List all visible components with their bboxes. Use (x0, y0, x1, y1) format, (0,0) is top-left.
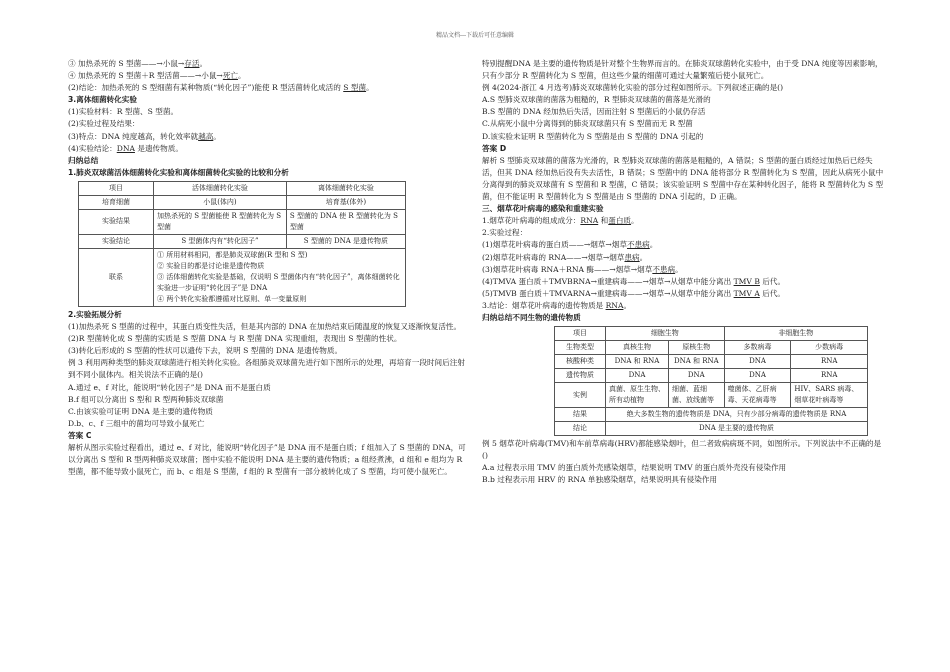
option-b: B.S 型菌的 DNA 经加热后失活，因而注射 S 型菌后的小鼠仍存活 (482, 107, 706, 117)
table-row: 实验结果 加热杀死的 S 型菌能使 R 型菌转化为 S 型菌 S 型菌的 DNA 使 R 型菌转化为 S 型菌 (79, 209, 406, 234)
example-question: 例 5 烟草花叶病毒(TMV)和车前草病毒(HRV)都能感染烟叶，但二者致病病斑不同，如图所示。下列说法中不正确的是() (482, 439, 882, 461)
text-line: 1.烟草花叶病毒的组成成分：RNA 和蛋白质。 (482, 216, 639, 226)
text-line: (4)实验结论：DNA 是遗传物质。 (68, 143, 183, 153)
paragraph: (3)转化后形成的 S 型菌的性状可以遗传下去，说明 S 型菌的 DNA 是遗传物质。 (68, 346, 343, 356)
paragraph: (1)加热杀死 S 型菌的过程中，其蛋白质变性失活，但是其内部的 DNA 在加热结束后随温度的恢复又逐渐恢复活性。 (68, 322, 462, 332)
answer: 答案 D (482, 143, 507, 153)
table-row: 结果 绝大多数生物的遗传物质是 DNA，只有少部分病毒的遗传物质是 RNA (555, 408, 868, 422)
left-column (68, 58, 468, 478)
option-b: B.b 过程表示用 HRV 的 RNA 单独感染烟草，结果说明具有侵染作用 (482, 475, 717, 485)
table-row: 结论 DNA 是主要的遗传物质 (555, 422, 868, 436)
text-line: (2)烟草花叶病毒的 RNA——→烟草→烟草患病。 (482, 252, 648, 262)
option-d: D.b、c、f 三组中的菌均可导致小鼠死亡 (68, 418, 205, 428)
option-b: B.f 组可以分离出 S 型和 R 型两种肺炎双球菌 (68, 394, 224, 404)
option-a: A.a 过程表示用 TMV 的蛋白质外壳感染烟草，结果说明 TMV 的蛋白质外壳没有侵染作用 (482, 463, 787, 473)
text-line: 2.实验过程： (482, 228, 528, 238)
section-heading: 3.离体细菌转化实验 (68, 95, 137, 105)
table-row: 项目 活体细菌转化实验 离体细菌转化实验 (79, 181, 406, 195)
text-line: (4)TMVA 蛋白质＋TMVBRNA→重建病毒——→烟草→从烟草中能分离出 TMV B 后代。 (482, 276, 786, 286)
text-line: ④ 加热杀死的 S 型菌＋R 型活菌——→小鼠→死亡。 (68, 71, 246, 81)
text-line: (1)实验材料：R 型菌、S 型菌。 (68, 107, 179, 117)
summary-heading: 归纳总结 (68, 155, 99, 165)
text-line: (3)特点：DNA 纯度越高，转化效率就越高。 (68, 131, 221, 141)
explanation: 解析 S 型肺炎双球菌的菌落为光滑的，R 型肺炎双球菌的菌落是粗糙的，A 错误；S 型菌的蛋白质经过加热后已经失活，但其 DNA 经加热后没有失去活性，B 错误；S 型菌中的 DNA 能将部分 R 型菌转化为 S 型菌，因此从病死小鼠中分离得到的肺炎双球菌有 S 型菌和 R 型菌，C 错误；该实验证明 S 型菌中存在某种转化因子，能将 R 型菌转化为 S 型菌，但不能证明 R 型菌转化为 S 型菌是由 S 型菌的 DNA 引起的，D 正确。 (482, 155, 884, 202)
section-heading: 2.实验拓展分析 (68, 309, 122, 319)
relation-item: ② 实验目的都是讨论谁是遗传物质 (157, 261, 265, 270)
table-row: 实验结论 S 型菌体内有“转化因子” S 型菌的 DNA 是遗传物质 (79, 234, 406, 248)
section-heading: 三、烟草花叶病毒的感染和重建实验 (482, 204, 604, 214)
table-row: 核酸种类 DNA 和 RNA DNA 和 RNA DNA RNA (555, 355, 868, 369)
option-a: A.通过 e、f 对比，能说明“转化因子”是 DNA 而不是蛋白质 (68, 382, 271, 392)
special-note: 特别提醒DNA 是主要的遗传物质是针对整个生物界而言的。在肺炎双球菌转化实验中，由于受 DNA 纯度等因素影响，只有少部分 R 型菌转化为 S 型菌，但这些少量的细菌可通过大量繁殖后使小鼠死亡。 (482, 59, 883, 81)
text-line: (2)实验过程及结果： (68, 119, 140, 129)
relation-item: ④ 两个转化实验都遵循对比原则、单一变量原则 (157, 294, 307, 303)
answer: 答案 C (68, 430, 92, 440)
relation-item: ① 所用材料相同，都是肺炎双球菌(R 型和 S 型) (157, 250, 308, 259)
example-question: 例 4(2024·浙江 4 月选考)肺炎双球菌转化实验的部分过程如图所示。下列叙述正确的是() (482, 83, 784, 93)
comparison-table (78, 181, 406, 307)
paragraph: (2)R 型菌转化成 S 型菌的实质是 S 型菌 DNA 与 R 型菌 DNA 实现重组，表现出 S 型菌的性状。 (68, 334, 402, 344)
text-line: ③ 加热杀死的 S 型菌——→小鼠→存活。 (68, 59, 208, 68)
table-row: 项目 细胞生物 非细胞生物 (555, 327, 868, 341)
table-row: 实例 真菌、原生生物、所有动植物 细菌、蓝细菌、放线菌等 噬菌体、乙肝病毒、天花病毒等 HIV、SARS 病毒、烟草花叶病毒等 (555, 383, 868, 408)
text-line: (2)结论：加热杀死的 S 型细菌有某种物质(“转化因子”)能使 R 型活菌转化成活的 S 型菌。 (68, 83, 374, 93)
relation-item: ③ 活体细菌转化实验是基础，仅说明 S 型菌体内有“转化因子”，离体细菌转化实验进一步证明“转化因子”是 DNA (157, 272, 400, 292)
option-c: C.由该实验可证明 DNA 是主要的遗传物质 (68, 406, 213, 416)
table-row: 培育细菌 小鼠(体内) 培育基(体外) (79, 195, 406, 209)
table-row: 遗传物质 DNA DNA DNA RNA (555, 369, 868, 383)
right-column (482, 58, 887, 486)
explanation: 解析从图示实验过程看出，通过 e、f 对比，能说明“转化因子”是 DNA 而不是蛋白质；f 组加入了 S 型菌的 DNA，可以分离出 S 型和 R 型两种肺炎双球菌；图中实验不能说明 DNA 是主要的遗传物质；a 组经煮沸，d 组和 e 组均为 R 型菌，都不能导致小鼠死亡，而 b、c 组是 S 型菌，f 组的 R 型菌有一部分被转化成了 S 型菌，均可使小鼠死亡。 (68, 442, 466, 477)
text-line: (1)烟草花叶病毒的蛋白质——→烟草→烟草不患病。 (482, 240, 658, 250)
table-row: 联系 ① 所用材料相同，都是肺炎双球菌(R 型和 S 型) ② 实验目的都是讨论谁是遗传物质 ③ 活体细菌转化实验是基础，仅说明 S 型菌体内有“转化因子”，离体细菌转化实验进一步证明“转化因子”是 DNA ④ 两个转化实验都遵循对比原则、单一变量原则 (79, 248, 406, 306)
table-row: 生物类型 真核生物 原核生物 多数病毒 少数病毒 (555, 341, 868, 355)
option-a: A.S 型肺炎双球菌的菌落为粗糙的，R 型肺炎双球菌的菌落是光滑的 (482, 95, 711, 105)
text-line: 3.结论：烟草花叶病毒的遗传物质是 RNA。 (482, 300, 632, 310)
text-line: (3)烟草花叶病毒 RNA＋RNA 酶——→烟草→烟草不患病。 (482, 264, 683, 274)
option-d: D.该实验未证明 R 型菌转化为 S 型菌是由 S 型菌的 DNA 引起的 (482, 131, 704, 141)
summary-heading: 归纳总结不同生物的遗传物质 (482, 312, 581, 322)
genetic-material-table (554, 326, 868, 436)
page-header: 精品文档---下载后可任意编辑 (435, 32, 515, 39)
option-c: C.从病死小鼠中分离得到的肺炎双球菌只有 S 型菌而无 R 型菌 (482, 119, 693, 129)
summary-subheading: 1.肺炎双球菌活体细菌转化实验和离体细菌转化实验的比较和分析 (68, 167, 289, 177)
example-question: 例 3 利用两种类型的肺炎双球菌进行相关转化实验。各组肺炎双球菌先进行如下图所示的处理，再培育一段时间后注射到不同小鼠体内。相关说法不正确的是() (68, 358, 465, 380)
text-line: (5)TMVB 蛋白质＋TMVARNA→重建病毒——→烟草→从烟草中能分离出 TMV A 后代。 (482, 288, 786, 298)
